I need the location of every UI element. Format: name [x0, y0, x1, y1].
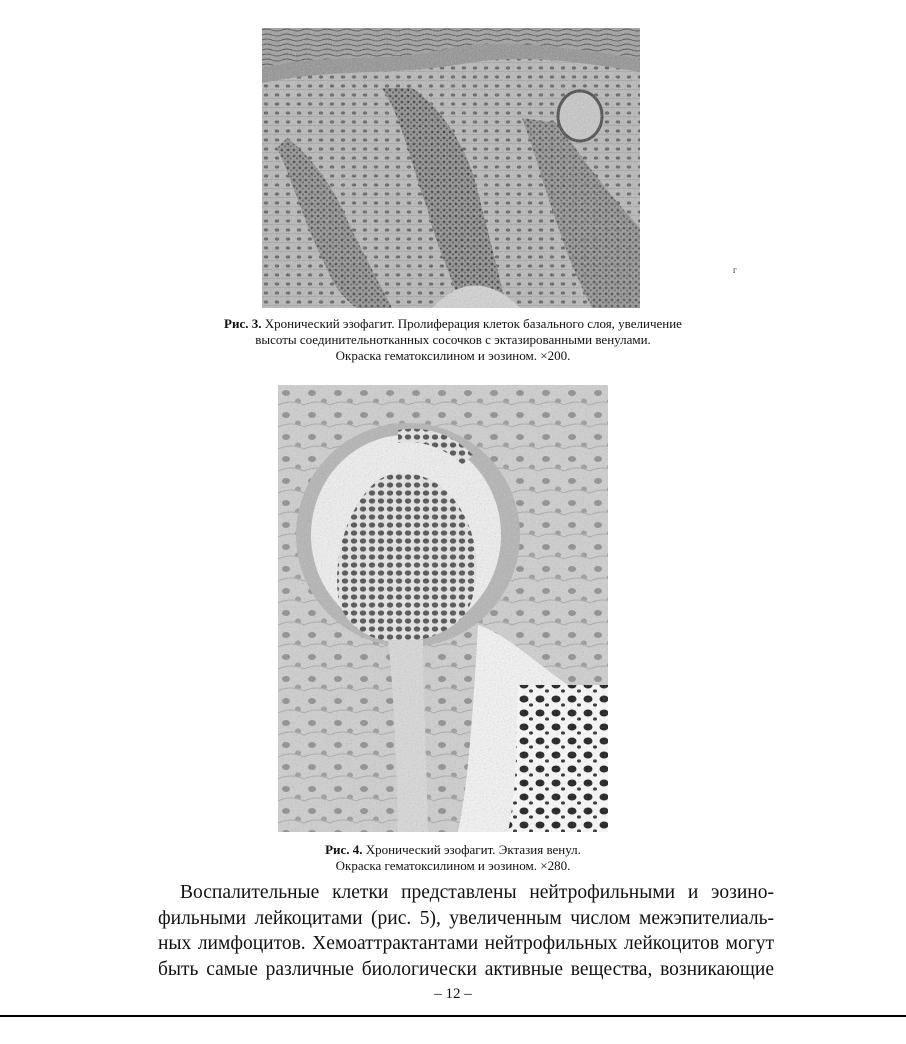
figure-4-caption-text: Хронический эзофагит. Эктазия венул. — [362, 842, 581, 857]
figure-4-caption-line-1 — [250, 842, 656, 858]
figure-4-caption — [250, 842, 656, 874]
figure-3-caption — [140, 316, 766, 364]
figure-3-micrograph — [262, 28, 640, 308]
page-number: – 12 – — [434, 986, 472, 1002]
stray-mark: г — [733, 265, 737, 275]
figure-3-caption-text: Хронический эзофагит. Пролиферация клеток базального слоя, увеличение — [261, 316, 682, 331]
paragraph-line: фильными лейкоцитами (рис. 5), увеличенным числом межэпителиаль- — [158, 907, 774, 929]
figure-4-micrograph — [278, 385, 608, 832]
body-paragraph — [158, 880, 774, 982]
paragraph-line: ных лимфоцитов. Хемоаттрактантами нейтрофильных лейкоцитов могут — [158, 933, 774, 954]
paragraph-line: Воспалительные клетки представлены нейтрофильными и эозино- — [180, 882, 774, 903]
figure-3-caption-line-1 — [140, 316, 766, 332]
figure-4-caption-line-2: Окраска гематоксилином и эозином. ×280. — [335, 858, 571, 873]
bottom-rule — [0, 1015, 906, 1017]
figure-3-caption-line-3: Окраска гематоксилином и эозином. ×200. — [335, 348, 571, 363]
paragraph-line: быть самые различные биологически активные вещества, возникающие — [158, 958, 774, 980]
figure-3-caption-line-2: высоты соединительнотканных сосочков с эктазированными венулами. — [255, 332, 651, 347]
figure-3-number: Рис. 3. — [224, 316, 262, 331]
figure-4-number: Рис. 4. — [325, 842, 363, 857]
